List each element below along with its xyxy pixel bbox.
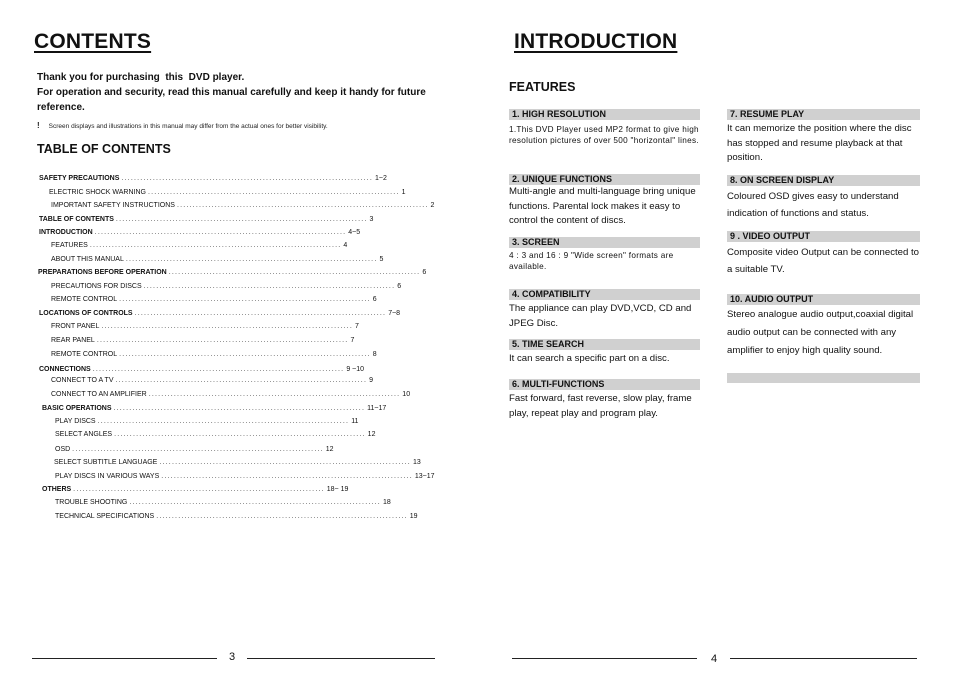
toc-label: REMOTE CONTROL [51,351,118,358]
toc-label: REAR PANEL [51,337,95,344]
toc-page: 3 [369,216,374,223]
footer-line-left [32,658,217,659]
feature-body: Multi-angle and multi-language bring unique functions. Parental lock makes it easy to control the content of discs. [509,186,696,226]
toc-label: SELECT SUBTITLE LANGUAGE [54,459,158,466]
toc-row [55,473,435,480]
toc-leader-dots: ................................................................................ [129,499,381,506]
toc-page: 13 [412,459,421,466]
toc-page: 4~5 [348,229,361,236]
toc-row [49,189,406,196]
toc-row [51,296,377,303]
toc-leader-dots: ................................................................................ [119,351,371,358]
toc-label: PREPARATIONS BEFORE OPERATION [38,269,167,276]
toc-leader-dots: ................................................................................ [101,323,353,330]
toc-page: 7 [350,337,355,344]
toc-page: 2 [430,202,435,209]
feature-on-screen-display [727,175,920,222]
toc-leader-dots: ................................................................................ [147,189,400,196]
toc-leader-dots: ................................................................................ [156,513,408,520]
toc-leader-dots: ................................................................................ [97,418,350,425]
empty-feature-bar [727,373,920,383]
toc-row [42,405,387,412]
toc-row [51,202,435,209]
toc-page: 6 [372,296,377,303]
footer-line-right [247,658,435,659]
toc-leader-dots: ................................................................................ [115,377,368,384]
feature-body: It can search a specific part on a disc. [509,353,670,364]
toc-leader-dots: ................................................................................ [89,242,342,249]
feature-heading: 8. ON SCREEN DISPLAY [727,175,920,186]
toc-page: 7~8 [388,310,401,317]
toc-row [55,513,418,520]
footer-line-right [730,658,917,659]
toc-row [55,418,359,425]
toc-leader-dots: ................................................................................ [113,405,366,412]
feature-heading: 1. HIGH RESOLUTION [509,109,700,120]
toc-row [38,269,427,276]
toc-row [51,283,402,290]
toc-leader-dots: ................................................................................ [159,459,411,466]
toc-label: REMOTE CONTROL [51,296,118,303]
toc-label: FEATURES [51,242,88,249]
feature-body: Fast forward, fast reverse, slow play, frame play, repeat play and program play. [509,393,692,419]
feature-heading: 5. TIME SEARCH [509,339,700,350]
toc-leader-dots: ................................................................................ [161,473,413,480]
toc-page: 19 [409,513,418,520]
toc-row [51,323,359,330]
toc-page: 9 ~10 [346,366,365,373]
toc-page: 6 [397,283,402,290]
toc-label: SELECT ANGLES [55,431,113,438]
feature-resume-play [727,109,920,166]
toc-leader-dots: ................................................................................ [134,310,387,317]
note-text: Screen displays and illustrations in this manual may differ from the actual ones for better visibility. [48,123,328,130]
toc-page: 5 [379,256,384,263]
toc-page: 18 [382,499,391,506]
toc-page: 4 [343,242,348,249]
toc-label: IMPORTANT SAFETY INSTRUCTIONS [51,202,175,209]
toc-row [51,391,411,398]
toc-row [39,229,361,236]
page-number: 3 [229,651,236,663]
toc-leader-dots: ................................................................................ [72,446,324,453]
toc-label: CONNECTIONS [39,366,91,373]
toc-row [51,337,355,344]
toc-leader-dots: ................................................................................ [125,256,378,263]
intro-line-1: Thank you for purchasing this DVD player. [37,72,245,83]
feature-multi-functions [509,379,700,421]
introduction-page [477,0,954,691]
toc-label: BASIC OPERATIONS [42,405,112,412]
feature-heading: 6. MULTI-FUNCTIONS [509,379,700,390]
feature-heading: 2. UNIQUE FUNCTIONS [509,174,700,185]
toc-label: PLAY DISCS IN VARIOUS WAYS [55,473,160,480]
page-number: 4 [711,653,718,665]
toc-label: SAFETY PRECAUTIONS [39,175,120,182]
toc-leader-dots: ................................................................................ [121,175,373,182]
contents-title: CONTENTS [34,30,152,53]
introduction-title: INTRODUCTION [514,30,678,53]
feature-unique-functions [509,174,700,229]
toc-leader-dots: ................................................................................ [168,269,421,276]
feature-body: 1.This DVD Player used MP2 format to give high resolution pictures of over 500 "horizontal" lines. [509,125,699,145]
toc-page: 12 [325,446,334,453]
toc-row [51,256,384,263]
toc-row [39,216,374,223]
note-bullet: ! [37,121,40,130]
toc-row [51,377,374,384]
toc-label: CONNECT TO AN AMPLIFIER [51,391,147,398]
toc-row [51,351,377,358]
feature-heading: 10. AUDIO OUTPUT [727,294,920,305]
toc-row [51,242,348,249]
feature-body: The appliance can play DVD,VCD, CD and JPEG Disc. [509,303,692,329]
toc-page: 12 [367,431,376,438]
toc-label: OSD [55,446,71,453]
toc-row [42,486,349,493]
toc-label: TECHNICAL SPECIFICATIONS [55,513,155,520]
visibility-note [37,121,328,130]
feature-audio-output [727,294,924,360]
toc-leader-dots: ................................................................................ [115,216,368,223]
toc-row [55,499,391,506]
toc-page: 13~17 [414,473,435,480]
toc-leader-dots: ................................................................................ [114,431,366,438]
toc-page: 11~17 [367,405,387,412]
toc-page: 1~2 [374,175,387,182]
feature-heading: 4. COMPATIBILITY [509,289,700,300]
toc-label: TABLE OF CONTENTS [39,216,114,223]
feature-time-search [509,339,700,367]
toc-page: 11 [351,418,359,425]
toc-leader-dots: ................................................................................ [94,229,347,236]
features-title: FEATURES [509,80,576,94]
toc-leader-dots: ................................................................................ [148,391,401,398]
toc-label: FRONT PANEL [51,323,100,330]
toc-label: TROUBLE SHOOTING [55,499,128,506]
toc-row [55,446,334,453]
feature-heading: 7. RESUME PLAY [727,109,920,120]
toc-label: LOCATIONS OF CONTROLS [39,310,133,317]
feature-body: It can memorize the position where the disc has stopped and resume playback at that position. [727,123,912,163]
toc-leader-dots: ................................................................................ [73,486,325,493]
toc-row [39,175,387,182]
feature-screen [509,237,700,272]
toc-label: OTHERS [42,486,72,493]
feature-heading: 3. SCREEN [509,237,700,248]
toc-leader-dots: ................................................................................ [119,296,371,303]
feature-body: Stereo analogue audio output,coaxial digital audio output can be connected with any amplifier to enjoy high quality sound. [727,309,914,356]
toc-page: 18~ 19 [326,486,349,493]
feature-body: Coloured OSD gives easy to understand indication of functions and status. [727,191,899,219]
toc-title: TABLE OF CONTENTS [37,142,171,156]
intro-line-2: For operation and security, read this manual carefully and keep it handy for future reference. [37,87,426,113]
feature-body: 4 : 3 and 16 : 9 "Wide screen" formats are available. [509,251,674,271]
toc-page: 7 [354,323,359,330]
intro-text [37,70,457,115]
toc-leader-dots: ................................................................................ [176,202,429,209]
toc-label: ELECTRIC SHOCK WARNING [49,189,146,196]
feature-heading: 9 . VIDEO OUTPUT [727,231,920,242]
toc-page: 10 [402,391,411,398]
toc-leader-dots: ................................................................................ [92,366,345,373]
toc-leader-dots: ................................................................................ [143,283,396,290]
toc-label: INTRODUCTION [39,229,93,236]
toc-page: 6 [422,269,427,276]
feature-video-output [727,231,924,278]
toc-row [55,431,376,438]
toc-label: PRECAUTIONS FOR DISCS [51,283,142,290]
toc-row [54,459,421,466]
footer-line-left [512,658,697,659]
toc-label: CONNECT TO A TV [51,377,114,384]
toc-page: 8 [372,351,377,358]
toc-leader-dots: ................................................................................ [96,337,349,344]
feature-high-resolution [509,109,700,146]
toc-row [39,310,401,317]
toc-page: 9 [369,377,374,384]
toc-page: 1 [401,189,406,196]
feature-body: Composite video Output can be connected to a suitable TV. [727,247,919,275]
toc-row [39,366,365,373]
toc-label: ABOUT THIS MANUAL [51,256,124,263]
toc-label: PLAY DISCS [55,418,96,425]
feature-compatibility [509,289,700,331]
